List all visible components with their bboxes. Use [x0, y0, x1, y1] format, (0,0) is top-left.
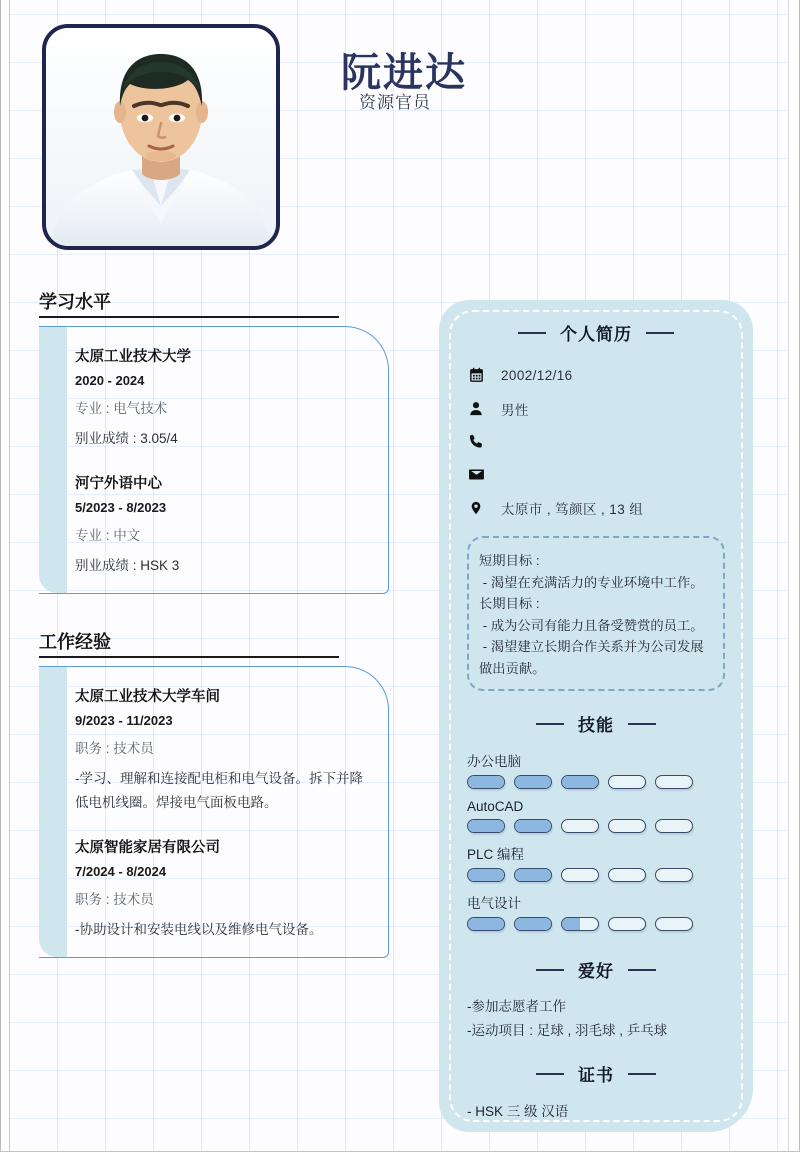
experience-position: 职务 : 技术员	[75, 891, 154, 907]
gender-value: 男性	[501, 402, 529, 418]
profile-row-birthdate	[461, 359, 731, 392]
skill-pill-fill	[515, 776, 551, 788]
ornament-dash-left	[536, 969, 564, 971]
profile-row-address	[461, 491, 731, 524]
experience-position: 职务 : 技术员	[75, 741, 154, 757]
experience-description: -协助设计和安装电线以及维修电气设备。	[75, 921, 323, 937]
skill-pill	[608, 775, 646, 789]
ornament-dash-left	[536, 723, 564, 725]
portrait-photo	[42, 24, 280, 250]
location-icon	[467, 499, 485, 517]
profile-row-phone	[461, 425, 731, 458]
skill-pill-fill	[468, 918, 504, 930]
education-entry	[75, 345, 374, 450]
section-heading-certificates	[461, 1061, 731, 1086]
section-heading-skills	[461, 711, 731, 736]
short-term-goal-label: 短期目标 :	[479, 553, 540, 568]
mail-icon	[467, 466, 485, 483]
long-term-goal-item: - 成为公司有能力且备受赞赏的员工。	[479, 617, 704, 633]
phone-icon	[467, 433, 485, 450]
skill-pill-fill	[468, 820, 504, 832]
skill-pill	[608, 819, 646, 833]
experience-entry	[75, 685, 374, 813]
skill-pill	[514, 917, 552, 931]
skill-pill	[655, 917, 693, 931]
skill-rating	[467, 917, 725, 931]
section-experience	[1, 628, 431, 658]
skill-pill-fill	[468, 869, 504, 881]
skill-pill-fill	[515, 918, 551, 930]
skill-pill	[514, 775, 552, 789]
experience-company: 太原工业技术大学车间	[75, 689, 220, 706]
skill-item	[467, 843, 725, 882]
section-heading-education: 学习水平	[39, 288, 339, 318]
skill-label: 电气设计	[467, 896, 521, 912]
skill-pill	[467, 819, 505, 833]
address-value: 太原市 , 笃颜区 , 13 组	[501, 501, 644, 517]
portrait-illustration	[46, 28, 276, 246]
education-entry	[75, 472, 374, 577]
short-term-goal-item: - 渴望在充满活力的专业环境中工作。	[479, 574, 704, 590]
certificate-item: - HSK 三 级 汉语	[467, 1104, 569, 1120]
skill-pill-fill	[515, 820, 551, 832]
right-panel	[439, 300, 753, 1132]
section-heading-hobbies	[461, 957, 731, 982]
experience-company: 太原智能家居有限公司	[75, 839, 220, 856]
section-heading-experience: 工作经验	[39, 628, 339, 658]
skill-pill	[608, 917, 646, 931]
experience-entry	[75, 836, 374, 941]
long-term-goal-label: 长期目标 :	[479, 596, 540, 612]
birthdate-value: 2002/12/16	[501, 368, 573, 383]
hobbies-title-text: 爱好	[578, 962, 614, 982]
card-accent-band	[39, 327, 67, 593]
skill-label: AutoCAD	[467, 799, 524, 815]
skill-pill	[561, 819, 599, 833]
profile-title-text: 个人简历	[560, 325, 632, 344]
ornament-dash-right	[646, 332, 674, 334]
skill-pill	[561, 868, 599, 882]
page-title: 阮进达	[341, 50, 467, 96]
experience-card	[39, 666, 389, 958]
skill-pill	[514, 819, 552, 833]
ornament-dash-left	[518, 332, 546, 334]
skill-pill	[514, 868, 552, 882]
experience-dates: 7/2024 - 8/2024	[75, 863, 167, 879]
ornament-dash-left	[536, 1073, 564, 1075]
education-major: 专业 : 中文	[75, 528, 141, 544]
skill-pill	[467, 917, 505, 931]
long-term-goal-item: - 渴望建立长期合作关系并为公司发展做出贡献。	[479, 639, 704, 676]
certificates-title-text: 证书	[578, 1066, 614, 1086]
job-role: 资源官员	[359, 93, 431, 112]
skill-pill	[467, 868, 505, 882]
skill-pill	[655, 775, 693, 789]
education-dates: 2020 - 2024	[75, 373, 145, 388]
resume-header	[1, 0, 800, 270]
skill-item	[467, 892, 725, 931]
skill-pill	[561, 917, 599, 931]
skill-pill	[608, 868, 646, 882]
calendar-icon	[467, 367, 485, 384]
skill-item	[467, 750, 725, 789]
skill-rating	[467, 868, 725, 882]
section-heading-profile	[461, 320, 731, 345]
hobby-item: -运动项目 : 足球 , 羽毛球 , 乒乓球	[467, 1022, 668, 1038]
ornament-dash-right	[628, 1073, 656, 1075]
skill-pill	[561, 775, 599, 789]
skill-pill-fill	[562, 918, 580, 930]
left-column	[1, 288, 431, 958]
skill-pill	[655, 868, 693, 882]
education-school: 河宁外语中心	[75, 476, 162, 493]
skill-rating	[467, 819, 725, 833]
section-education	[1, 288, 431, 318]
education-grade: 别业成绩 : 3.05/4	[75, 431, 178, 446]
experience-description: -学习、理解和连接配电柜和电气设备。拆下并降低电机线圈。焊接电气面板电路。	[75, 771, 363, 810]
skill-label: 办公电脑	[467, 754, 521, 770]
education-card	[39, 326, 389, 594]
profile-row-gender	[461, 392, 731, 425]
skills-list	[461, 750, 731, 931]
skill-pill	[467, 775, 505, 789]
skill-pill-fill	[515, 869, 551, 881]
experience-dates: 9/2023 - 11/2023	[75, 713, 173, 729]
education-major: 专业 : 电气技术	[75, 401, 168, 416]
skill-pill-fill	[468, 776, 504, 788]
education-school: 太原工业技术大学	[75, 349, 191, 365]
skill-pill-fill	[562, 776, 598, 788]
skill-item	[467, 799, 725, 833]
career-goals-box	[467, 536, 725, 691]
skill-label: PLC 编程	[467, 847, 525, 863]
card-accent-band	[39, 667, 67, 957]
ornament-dash-right	[628, 969, 656, 971]
skills-title-text: 技能	[578, 716, 614, 736]
education-dates: 5/2023 - 8/2023	[75, 500, 167, 516]
person-icon	[467, 400, 485, 417]
ornament-dash-right	[628, 723, 656, 725]
profile-row-email	[461, 458, 731, 491]
skill-rating	[467, 775, 725, 789]
education-grade: 别业成绩 : HSK 3	[75, 558, 180, 574]
hobby-item: -参加志愿者工作	[467, 999, 566, 1015]
skill-pill	[655, 819, 693, 833]
